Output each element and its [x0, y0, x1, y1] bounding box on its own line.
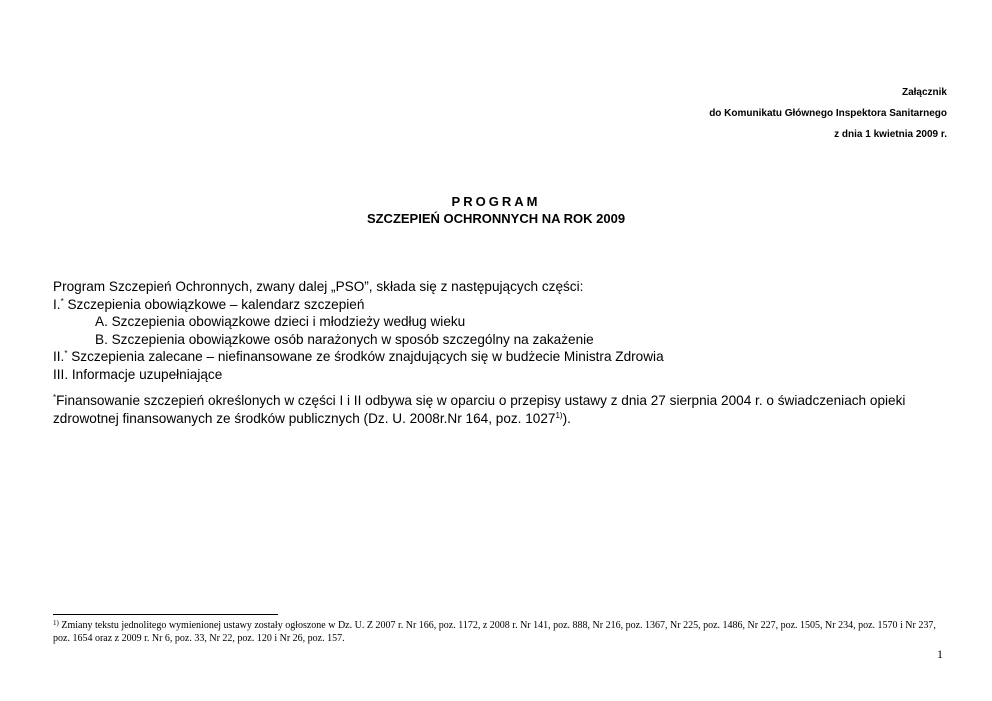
footnote — [53, 619, 943, 645]
list-item-part-2 — [53, 348, 953, 366]
asterisk-mark: * — [64, 349, 68, 358]
asterisk-mark: * — [53, 393, 57, 402]
footnote-reference: 1) — [555, 410, 563, 420]
part-2-text: Szczepienia zalecane – niefinansowane ze środków znajdujących się w budżecie Ministra Zdrowia — [67, 349, 664, 364]
attachment-label: Załącznik — [901, 87, 947, 98]
footnote-text: Zmiany tekstu jednolitego wymienionej ustawy zostały ogłoszone w Dz. U. Z 2007 r. Nr 166, poz. 1172, z 2008 r. Nr 141, poz. 888, Nr 216, poz. 1367, Nr 225, poz. 1486, Nr 227, poz. 1505, Nr 234, poz. 1570 i Nr 237, poz. 1654 oraz z 2009 r. Nr 6, poz. 33, Nr 22, poz. 120 i Nr 26, poz. 157. — [53, 620, 936, 644]
part-2-number: II. — [53, 349, 65, 364]
document-title — [0, 193, 992, 227]
page-number: 1 — [937, 647, 943, 661]
title-subtitle: SZCZEPIEŃ OCHRONNYCH NA ROK 2009 — [366, 211, 626, 226]
title-program: PROGRAM — [451, 194, 541, 209]
list-item-part-1 — [53, 296, 953, 314]
attachment-date: z dnia 1 kwietnia 2009 r. — [834, 129, 947, 140]
list-item-part-1b: B. Szczepienia obowiązkowe osób narażonych w sposób szczególny na zakażenie — [95, 331, 594, 347]
attachment-header — [709, 82, 947, 145]
part-1-number: I. — [53, 296, 61, 312]
asterisk-mark: * — [60, 296, 64, 306]
document-body — [53, 278, 953, 427]
footnote-marker: 1) — [53, 619, 59, 627]
attachment-reference: do Komunikatu Głównego Inspektora Sanitarnego — [709, 108, 947, 119]
list-item-part-3: III. Informacje uzupełniające — [53, 366, 223, 382]
financing-end: ). — [562, 410, 571, 426]
intro-paragraph: Program Szczepień Ochronnych, zwany dalej „PSO”, składa się z następujących części: — [53, 279, 584, 294]
financing-note — [53, 392, 953, 427]
list-item-part-1a: A. Szczepienia obowiązkowe dzieci i młodzieży według wieku — [95, 314, 466, 329]
financing-text: Finansowanie szczepień określonych w części I i II odbywa się w oparciu o przepisy ustawy z dnia 27 sierpnia 2004 r. o świadczeniach opieki zdrowotnej finansowanych ze środków publicznych (Dz. U. 2008r.Nr 164, poz. 1027 — [53, 393, 906, 426]
footnote-divider — [53, 614, 278, 615]
part-1-text: Szczepienia obowiązkowe – kalendarz szczepień — [63, 296, 365, 312]
